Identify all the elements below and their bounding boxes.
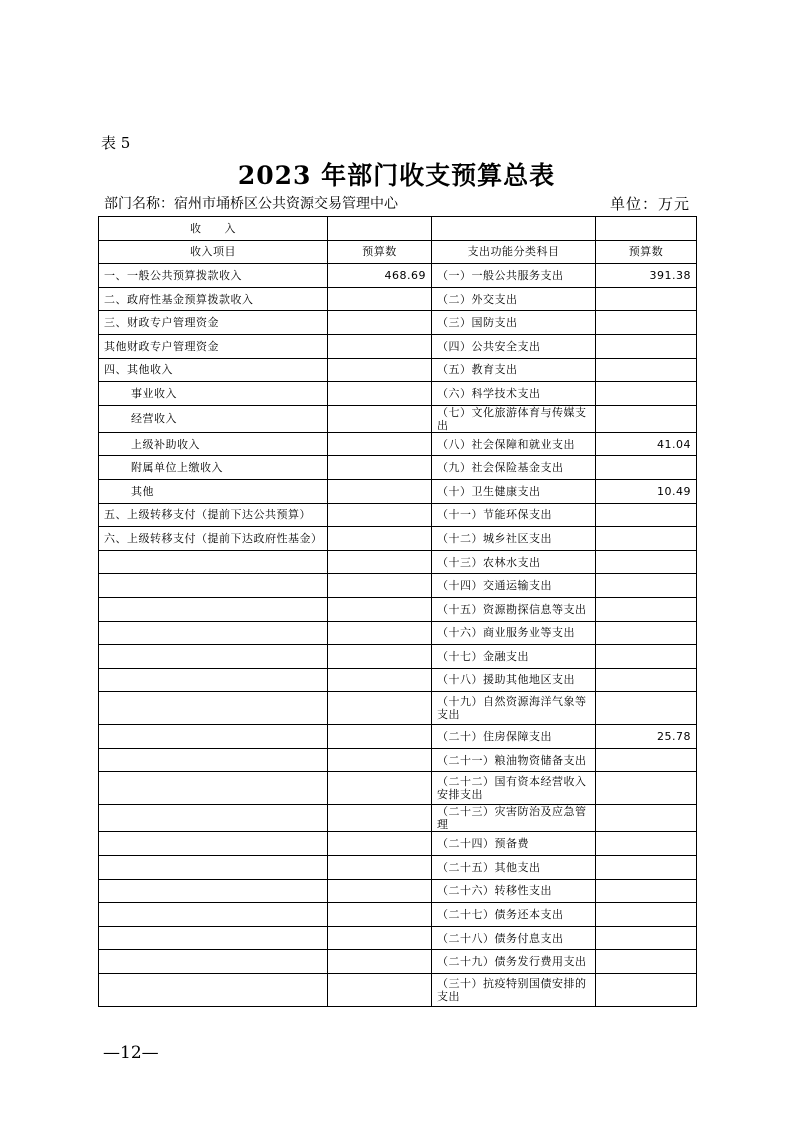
expense-amount-cell xyxy=(596,950,697,974)
income-item-cell xyxy=(99,832,328,856)
table-row xyxy=(99,645,697,669)
page-title: 2023 年部门收支预算总表 xyxy=(237,161,556,190)
table-row xyxy=(99,550,697,574)
meta-row xyxy=(104,193,694,213)
income-amount-cell xyxy=(328,479,432,503)
income-amount-cell xyxy=(328,805,432,832)
income-amount-cell xyxy=(328,748,432,772)
expense-amount-cell xyxy=(596,527,697,551)
income-amount-cell xyxy=(328,725,432,749)
table-row xyxy=(99,432,697,456)
table-row xyxy=(99,479,697,503)
expense-item-cell: （十八）援助其他地区支出 xyxy=(432,668,596,692)
empty-cell xyxy=(328,217,432,241)
expense-amount-cell xyxy=(596,311,697,335)
expense-item-cell: （九）社会保险基金支出 xyxy=(432,456,596,480)
income-item-cell xyxy=(99,805,328,832)
table-row xyxy=(99,903,697,927)
expense-item-cell: （五）教育支出 xyxy=(432,358,596,382)
income-amount-cell: 468.69 xyxy=(328,264,432,288)
budget-table xyxy=(98,216,697,1007)
expense-amount-cell xyxy=(596,879,697,903)
income-amount-cell xyxy=(328,550,432,574)
income-amount-cell xyxy=(328,503,432,527)
expense-item-cell: （十五）资源勘探信息等支出 xyxy=(432,597,596,621)
expense-amount-cell xyxy=(596,574,697,598)
table-label: 表 5 xyxy=(101,134,131,152)
expense-amount-cell xyxy=(596,621,697,645)
expense-item-cell: （十）卫生健康支出 xyxy=(432,479,596,503)
income-item-cell: 其他财政专户管理资金 xyxy=(99,334,328,358)
income-amount-cell xyxy=(328,645,432,669)
expense-amount-cell xyxy=(596,926,697,950)
income-item-cell xyxy=(99,903,328,927)
expense-amount-cell xyxy=(596,903,697,927)
expense-amount-cell xyxy=(596,358,697,382)
income-amount-cell xyxy=(328,358,432,382)
table-row xyxy=(99,725,697,749)
income-amount-cell xyxy=(328,903,432,927)
expense-item-cell: （二十七）债务还本支出 xyxy=(432,903,596,927)
expense-amount-cell xyxy=(596,382,697,406)
table-row xyxy=(99,358,697,382)
expense-item-cell: （二十八）债务付息支出 xyxy=(432,926,596,950)
expense-amount-cell xyxy=(596,597,697,621)
table-row xyxy=(99,926,697,950)
expense-amount-cell xyxy=(596,287,697,311)
page-number: —12— xyxy=(103,1043,159,1063)
income-amount-cell xyxy=(328,668,432,692)
expense-item-cell: （十六）商业服务业等支出 xyxy=(432,621,596,645)
empty-cell xyxy=(596,217,697,241)
expense-item-cell: （四）公共安全支出 xyxy=(432,334,596,358)
income-amount-cell xyxy=(328,432,432,456)
income-item-cell: 上级补助收入 xyxy=(99,432,328,456)
income-item-cell xyxy=(99,621,328,645)
income-item-cell: 附属单位上缴收入 xyxy=(99,456,328,480)
income-item-cell: 四、其他收入 xyxy=(99,358,328,382)
expense-amount-cell xyxy=(596,550,697,574)
empty-cell xyxy=(432,217,596,241)
income-amount-cell xyxy=(328,926,432,950)
expense-item-cell: （十九）自然资源海洋气象等支出 xyxy=(432,692,596,725)
expense-item-cell: （二十三）灾害防治及应急管理 xyxy=(432,805,596,832)
expense-item-cell: （二十六）转移性支出 xyxy=(432,879,596,903)
table-row xyxy=(99,334,697,358)
column-header: 收入项目 xyxy=(99,240,328,264)
expense-item-cell: （十一）节能环保支出 xyxy=(432,503,596,527)
income-item-cell: 事业收入 xyxy=(99,382,328,406)
income-amount-cell xyxy=(328,879,432,903)
income-amount-cell xyxy=(328,456,432,480)
expense-amount-cell: 25.78 xyxy=(596,725,697,749)
income-item-cell: 五、上级转移支付（提前下达公共预算） xyxy=(99,503,328,527)
income-amount-cell xyxy=(328,597,432,621)
column-header: 预算数 xyxy=(328,240,432,264)
income-item-cell xyxy=(99,950,328,974)
table-row xyxy=(99,974,697,1007)
income-amount-cell xyxy=(328,974,432,1007)
expense-item-cell: （二十四）预备费 xyxy=(432,832,596,856)
income-amount-cell xyxy=(328,832,432,856)
income-item-cell: 三、财政专户管理资金 xyxy=(99,311,328,335)
income-item-cell xyxy=(99,879,328,903)
income-amount-cell xyxy=(328,382,432,406)
income-amount-cell xyxy=(328,574,432,598)
income-item-cell xyxy=(99,645,328,669)
table-row xyxy=(99,950,697,974)
expense-amount-cell xyxy=(596,405,697,432)
expense-amount-cell xyxy=(596,974,697,1007)
expense-amount-cell xyxy=(596,645,697,669)
expense-amount-cell: 41.04 xyxy=(596,432,697,456)
expense-item-cell: （三十）抗疫特别国债安排的支出 xyxy=(432,974,596,1007)
expense-amount-cell: 391.38 xyxy=(596,264,697,288)
table-row xyxy=(99,832,697,856)
income-item-cell xyxy=(99,772,328,805)
expense-amount-cell xyxy=(596,668,697,692)
table-row xyxy=(99,621,697,645)
income-amount-cell xyxy=(328,621,432,645)
table-row xyxy=(99,503,697,527)
income-amount-cell xyxy=(328,950,432,974)
income-item-cell: 六、上级转移支付（提前下达政府性基金） xyxy=(99,527,328,551)
expense-amount-cell xyxy=(596,748,697,772)
table-row xyxy=(99,287,697,311)
expense-item-cell: （三）国防支出 xyxy=(432,311,596,335)
income-item-cell xyxy=(99,692,328,725)
expense-item-cell: （十二）城乡社区支出 xyxy=(432,527,596,551)
column-header: 支出功能分类科目 xyxy=(432,240,596,264)
income-item-cell xyxy=(99,725,328,749)
expense-item-cell: （二十九）债务发行费用支出 xyxy=(432,950,596,974)
table-row xyxy=(99,456,697,480)
table-row xyxy=(99,311,697,335)
expense-amount-cell xyxy=(596,503,697,527)
expense-item-cell: （二十一）粮油物资储备支出 xyxy=(432,748,596,772)
expense-amount-cell xyxy=(596,772,697,805)
expense-item-cell: （八）社会保障和就业支出 xyxy=(432,432,596,456)
income-item-cell xyxy=(99,748,328,772)
expense-amount-cell xyxy=(596,805,697,832)
income-amount-cell xyxy=(328,692,432,725)
table-row xyxy=(99,405,697,432)
table-row xyxy=(99,382,697,406)
income-item-cell xyxy=(99,550,328,574)
group-header-row xyxy=(99,217,697,241)
table-row xyxy=(99,668,697,692)
expense-item-cell: （二十五）其他支出 xyxy=(432,856,596,880)
expense-item-cell: （七）文化旅游体育与传媒支出 xyxy=(432,405,596,432)
table-row xyxy=(99,879,697,903)
expense-item-cell: （二）外交支出 xyxy=(432,287,596,311)
income-item-cell xyxy=(99,926,328,950)
income-amount-cell xyxy=(328,772,432,805)
expense-amount-cell: 10.49 xyxy=(596,479,697,503)
income-item-cell: 经营收入 xyxy=(99,405,328,432)
table-row xyxy=(99,856,697,880)
expense-item-cell: （十七）金融支出 xyxy=(432,645,596,669)
expense-item-cell: （十三）农林水支出 xyxy=(432,550,596,574)
expense-amount-cell xyxy=(596,856,697,880)
income-amount-cell xyxy=(328,856,432,880)
expense-amount-cell xyxy=(596,334,697,358)
expense-item-cell: （六）科学技术支出 xyxy=(432,382,596,406)
expense-amount-cell xyxy=(596,832,697,856)
column-header: 预算数 xyxy=(596,240,697,264)
income-amount-cell xyxy=(328,527,432,551)
income-amount-cell xyxy=(328,405,432,432)
income-item-cell xyxy=(99,668,328,692)
income-item-cell xyxy=(99,974,328,1007)
table-row xyxy=(99,748,697,772)
expense-item-cell: （二十）住房保障支出 xyxy=(432,725,596,749)
table-row xyxy=(99,527,697,551)
income-item-cell: 其他 xyxy=(99,479,328,503)
expense-amount-cell xyxy=(596,456,697,480)
table-row xyxy=(99,805,697,832)
income-group-header: 收 入 xyxy=(99,217,328,241)
expense-item-cell: （一）一般公共服务支出 xyxy=(432,264,596,288)
table-row xyxy=(99,574,697,598)
income-item-cell xyxy=(99,574,328,598)
income-amount-cell xyxy=(328,311,432,335)
expense-amount-cell xyxy=(596,692,697,725)
expense-item-cell: （十四）交通运输支出 xyxy=(432,574,596,598)
income-item-cell: 二、政府性基金预算拨款收入 xyxy=(99,287,328,311)
table-row xyxy=(99,772,697,805)
income-amount-cell xyxy=(328,334,432,358)
column-header-row xyxy=(99,240,697,264)
expense-item-cell: （二十二）国有资本经营收入安排支出 xyxy=(432,772,596,805)
table-row xyxy=(99,597,697,621)
department-label: 部门名称：宿州市埇桥区公共资源交易管理中心 xyxy=(104,196,398,212)
budget-table-body xyxy=(99,217,697,1007)
table-row xyxy=(99,692,697,725)
income-item-cell xyxy=(99,597,328,621)
income-amount-cell xyxy=(328,287,432,311)
income-item-cell xyxy=(99,856,328,880)
income-item-cell: 一、一般公共预算拨款收入 xyxy=(99,264,328,288)
unit-label: 单位：万元 xyxy=(609,195,690,213)
table-row xyxy=(99,264,697,288)
